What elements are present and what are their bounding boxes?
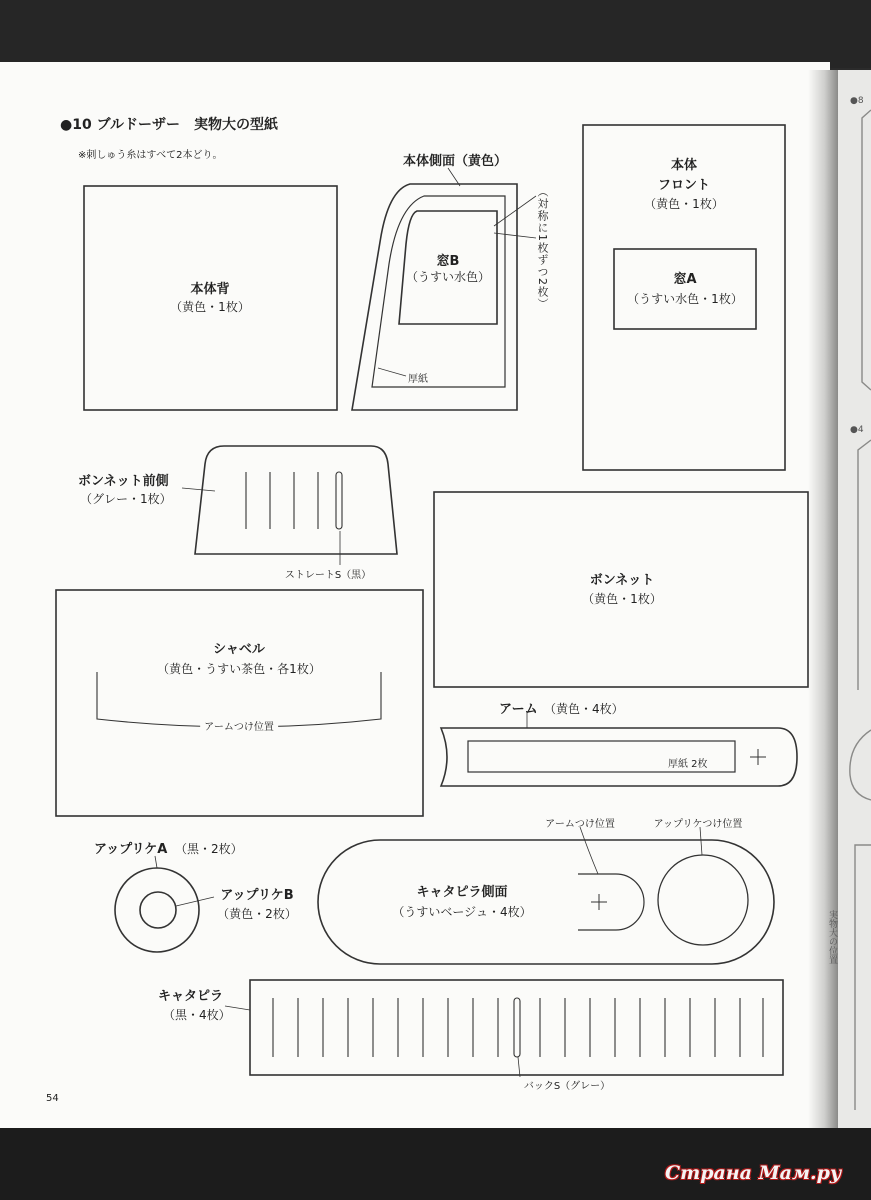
track-side-applique-position [658,855,748,945]
track-side-label: キャタピラ側面 [416,885,508,900]
track-detail: （黒・4枚） [163,1008,231,1022]
track-side-plus-mark [591,894,607,910]
window-b-label: 窓B [436,254,460,269]
track-side-applique-position-label: アップリケつけ位置 [653,819,743,830]
shovel-detail: （黄色・うすい茶色・各1枚） [157,662,321,676]
applique-b-detail: （黄色・2枚） [217,907,297,921]
applique-a-detail: （黒・2枚） [175,842,243,856]
body-front-label-line2: フロント [657,178,711,193]
body-front-detail: （黄色・1枚） [644,197,724,211]
applique-a-leader [155,856,214,906]
track-label: キャタピラ [158,989,224,1004]
applique-b-outline [140,892,176,928]
body-side-symmetry-note: （対称に1枚ずつ2枚） [536,186,549,310]
body-side-cardboard-outline [372,196,505,387]
page-number: 54 [46,1093,59,1104]
page-title: ●10 ブルドーザー 実物大の型紙 [60,117,279,133]
track-side-arm-position [578,874,644,930]
applique-b-label: アップリケB [220,888,294,903]
body-side-cardboard-label: 厚紙 [408,374,428,385]
shovel-outline [56,590,423,816]
track-outline [250,980,783,1075]
shovel-arm-position-label: アームつけ位置 [200,718,278,733]
applique-a-outline [115,868,199,952]
bonnet-front-stitch-lines [246,472,342,529]
window-a-detail: （うすい水色・1枚） [627,292,743,306]
arm-plus-mark [750,749,766,765]
track-side-detail: （うすいベージュ・4枚） [392,905,532,919]
embroidery-note: ※刺しゅう糸はすべて2本どり。 [78,150,223,161]
body-front-label-line1: 本体 [670,158,698,173]
arm-outline [441,728,797,786]
track-side-arm-position-label: アームつけ位置 [545,819,615,830]
arm-cardboard-label: 厚紙 2枚 [668,759,708,770]
track-stitch-label: バックS（グレー） [523,1081,611,1092]
bonnet-front-stitch-label: ストレートS（黒） [284,570,372,581]
bonnet-label: ボンネット [589,573,655,588]
window-a-label: 窓A [673,272,697,287]
track-stitch-lines [273,998,763,1057]
shovel-label: シャベル [213,642,265,657]
applique-a-label: アップリケA [94,842,168,857]
window-b-detail: （うすい水色） [405,270,491,284]
track-side-leaders [580,827,702,874]
window-a-outline [614,249,756,329]
next-page-label-3: 実物大の位置 [827,910,837,964]
next-page-outlines [850,110,871,1110]
body-back-label: 本体背 [190,282,230,297]
bonnet-front-outline [195,446,397,554]
body-back-detail: （黄色・1枚） [170,300,250,314]
arm-label: アーム [499,702,538,717]
cardboard-leader [378,368,406,376]
body-side-label: 本体側面（黄色） [402,154,508,169]
watermark-logo: Страна Мам.ру [665,1162,842,1184]
bonnet-front-label: ボンネット前側 [78,474,169,489]
bonnet-front-detail: （グレー・1枚） [80,492,172,506]
bonnet-detail: （黄色・1枚） [582,592,662,606]
arm-detail: （黄色・4枚） [544,702,624,716]
symmetry-leader [494,196,536,238]
body-side-outline [352,184,517,410]
next-page-label-2: ●4 [850,425,864,435]
next-page-label-1: ●8 [850,96,864,106]
